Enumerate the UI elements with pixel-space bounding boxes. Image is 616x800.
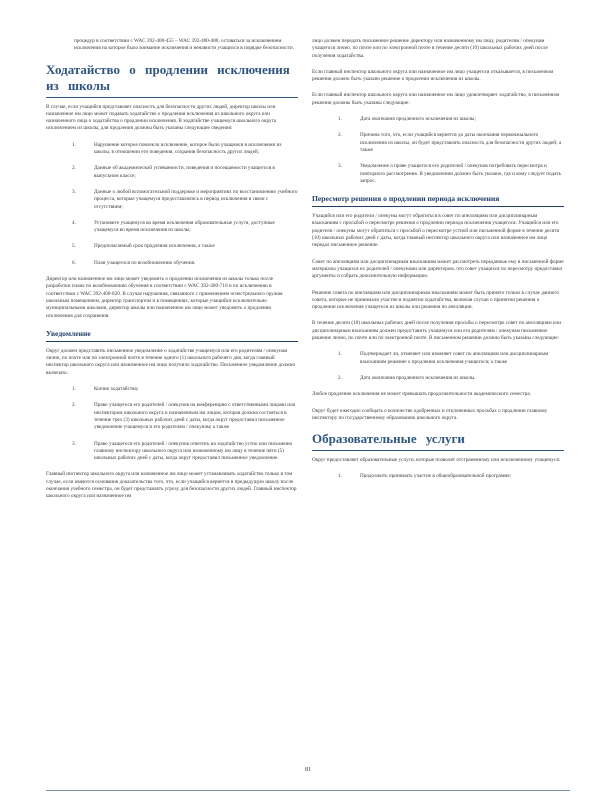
paragraph: Директор или назначенное им лицо может уведомить о продлении исключения из школы только после разработки плана по возобновлению обучения в соответствии с WAC 392-400-710 и по исключению в соответствии с WAC 392-400-820. В случае нарушения, связанного с применением огнестрельного оружия школьным помещением, директор транспортом и в помещениях, которые учащийся исключительно муниципальными школами, директор школы или назначенное им лицо может уведомить о продлении исключения для сохранения. — [46, 276, 283, 319]
paragraph: Совет по апелляциям или дисциплинарным взысканиям может рассмотреть переданные ему в письменной форме материалы учащихся их родителей / опекунами или директором, что совет учащихся по пересмотру предоставил аргументы и собрать дополнительную информацию. — [312, 258, 564, 280]
paragraph: Если главный инспектор школьного округа или назначенное им лицо учащегося отказывается, в письменном решении должно быть указано решение о продлении исключения из школы. — [312, 68, 554, 83]
list-item: 2. Дата окончания продленного исключения из школы. — [338, 374, 476, 381]
numbered-list-petition-items — [46, 142, 298, 267]
list-item: 2. Право учащегося его родителей / опекунов на конференцию с ответственными лицами или инспектором школьного округа и назначенным им лицом, которая должна состояться в течение трех (3) школьных рабочих дней с даты, когда округ предоставил письменное уведомление учащемуся и его родителям / опекунам; а также — [72, 402, 296, 431]
numbered-list-review-items — [312, 351, 564, 382]
paragraph: Округ должен представить письменное уведомление о ходатайстве учащемуся или его родителям / опекунам лично, по почте или по электронной почте в течение одного (1) школьного рабочего дня, когда главный инспектор школьного округа или назначенное им лицо получило ходатайство. Письменное уведомление должно включать: — [46, 347, 296, 376]
list-item: 3. Уведомление о праве учащегося его родителей / опекунов потребовать пересмотра и повторного рассмотрения. В уведомлении должно быть указано, где и кому следует подать запрос. — [338, 163, 561, 184]
paragraph: Любое продление исключения не может превышать продолжительности академического семестра. — [312, 391, 531, 398]
section-heading-extension-petition: Ходатайство о продлении исключения из школы — [46, 62, 298, 98]
list-item: 1. Дата окончания продленного исключения из школы; — [338, 116, 476, 123]
right-column — [312, 38, 564, 490]
list-item: 1. Продолжить принимать участие в общеобразовательной программе; — [338, 473, 512, 480]
list-item: 6. План учащегося по возобновлению обучения. — [72, 259, 196, 266]
list-item: 4. Установите учащемуся во время исключения образовательные услуги, доступные учащемуся во время исключения из школы; — [72, 219, 275, 234]
list-item: 2. Данные об академической успеваемости, поведения и посещаемости учащегося в выпускном классе; — [72, 165, 275, 179]
list-item: 3. Право учащегося его родителей / опекунов ответить на ходатайство устно или письменно главному инспектору школьного округа или назначенному им лицу в течение пяти (5) школьных рабочих дней с даты, когда округ предоставил письменное уведомление. — [72, 440, 293, 462]
numbered-list-notice-items — [46, 386, 298, 462]
list-item: 1. Подтверждает ли, отменяет или изменяет совет по апелляциям или дисциплинарным взысканиям решение о продлении исключения учащегося; а также — [338, 351, 549, 365]
left-column — [46, 38, 298, 510]
list-item: 1. Копию ходатайства; — [72, 386, 139, 393]
intro-paragraph: процедур в соответствии с WAC 392-400-455 – WAC 392-400-480, оставаться за исключением исключения на которое было взимание исключения и ненависти учащихся в порядке безопасности. — [74, 38, 295, 52]
paragraph: Учащийся или его родители / опекуны могут обратиться в совет по апелляциям или дисциплинарным взысканиям с просьбой о пересмотре решения о продлении периода исключения учащегося. Учащийся или его родители / опекуны могут обратиться с просьбой о пересмотре устной или письменной форме в течение десяти (10) школьных рабочих дней с даты, когда главный инспектор школьного округа или назначенное им лицо передал письменное решение. — [312, 213, 560, 249]
list-item: 3. Данные о любой вспомогательной поддержке и мероприятиях по восстановлению учебного процесса, которые учащемуся предоставлялись в период исключения в связи с отсутствием; — [72, 188, 298, 210]
paragraph: В случае, если учащийся представляет опасность для безопасности других людей, директор школы или назначенное им лицо может подавать ходатайство о продлении исключения из школьного округа или назначенного лица о ходатайства о продлении исключения. В ходатайстве учащемуся школьного округа исключением из школы, для продления должны быть указаны следующие сведения: — [46, 103, 277, 132]
paragraph: Если главный инспектор школьного округа или назначенное им лицо удовлетворяет ходатайство, в письменном решении должны быть указаны следующие: — [312, 92, 560, 106]
list-item: 5. Предполагаемый срок продления исключения, а также — [72, 243, 215, 250]
list-item: 1. Нарушение которое повлекло исключение, которое было учащимся в исключении из школы, в отношении его поведения, сохранив безопасность других людей; — [72, 141, 282, 156]
page-number: 81 — [305, 767, 311, 773]
footer-divider — [46, 790, 570, 791]
paragraph: Главный инспектор школьного округа или назначенное им лицо может устанавливать ходатайство только в том случае, если имеются основания доказательства того, что, если учащийся вернется в предыдущую школу после окончания учебного семестра, он будет представлять угрозу для безопасности других людей. Главный инспектор школьного округа или назначенное им — [46, 471, 297, 500]
section-heading-educational-services: Образовательные услуги — [312, 431, 564, 451]
subheading-notice: Уведомление — [46, 329, 298, 342]
paragraph: Округ предоставляет образовательные услуги, которые позволят отстраненному или исключенному учащемуся: — [312, 457, 561, 464]
paragraph: Решение совета по апелляциям или дисциплинарным взысканиям может быть принято только в случае данного совета, которые не принимали участие в поднятии ходатайства, включая случаи о принятии решения о продлении исключения учащегося из школы или решения по апелляции. — [312, 289, 559, 311]
numbered-list-services-items — [312, 473, 564, 480]
paragraph: лицо должен передать письменное решение директору или назначенному им лицу, родителям / опекунам учащегося лично, по почте или по электронной почте в течение десяти (10) школьных рабочих дней после получения ходатайства. — [312, 38, 548, 59]
list-item: 2. Причина того, что, если учащийся вернется до даты окончания первоначального исключения из школы, он будет представлять опасность для безопасности других людей; а также — [338, 132, 562, 153]
numbered-list-decision-items — [312, 116, 564, 185]
paragraph: В течение десяти (10) школьных рабочих дней после получения просьбы о пересмотре совет по апелляциям или дисциплинарным взысканиям должен предоставить учащемуся или его родителям / опекунам письменное решение лично, по почте или по электронной почте. В письменном решении должно быть указаны следующие: — [312, 320, 562, 342]
paragraph: Округ будет ежегодно сообщать о количестве одобренных и отклоненных просьбах о продлении главному инспектору по государственному образованию школьного округа. — [312, 407, 548, 421]
subheading-review: Пересмотр решения о продлении периода исключения — [312, 194, 564, 207]
